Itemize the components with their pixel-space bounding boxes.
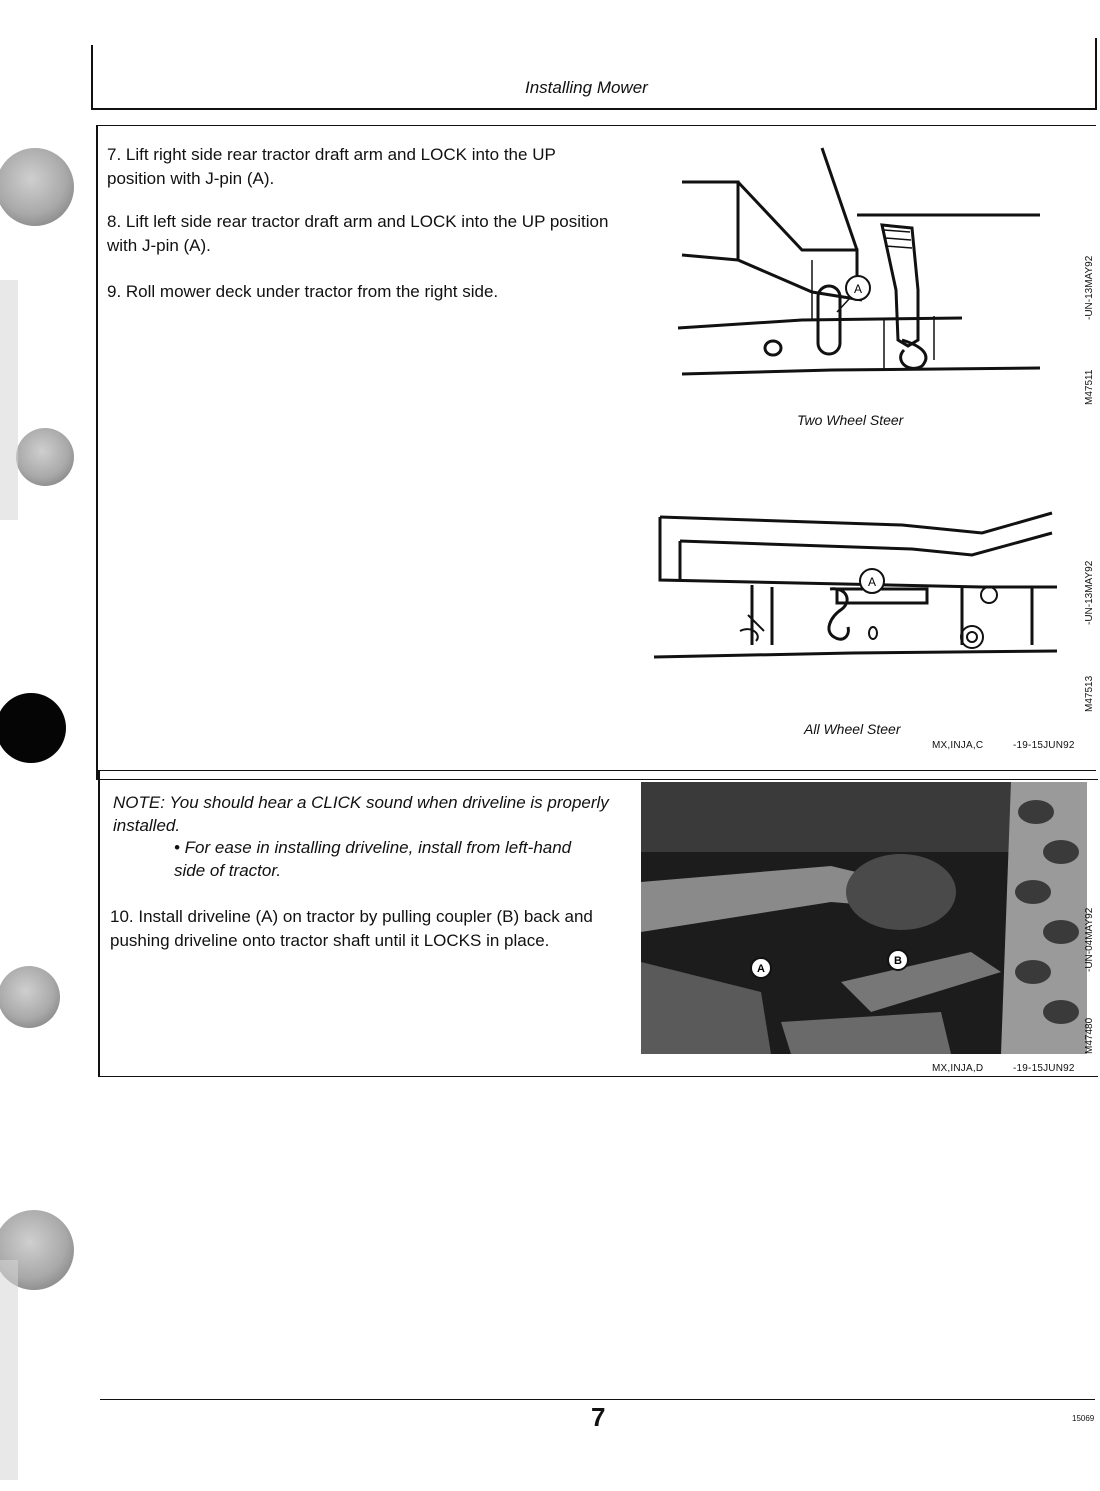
scan-edge-artifact — [0, 280, 18, 520]
figure-1-callout-a: A — [853, 282, 863, 296]
figure-1-caption: Two Wheel Steer — [797, 412, 904, 428]
page-code: 15069 — [1072, 1414, 1095, 1423]
binder-hole — [0, 693, 66, 763]
all-wheel-steer-figure — [652, 505, 1057, 665]
section-1-ref-date: -19-15JUN92 — [1013, 740, 1075, 751]
step-9: 9. Roll mower deck under tractor from the right side. — [107, 282, 499, 301]
step-7: 7. Lift right side rear tractor draft arm and LOCK into the UP position with J-pin (A). — [107, 145, 556, 188]
figure-2-callout-a: A — [867, 575, 877, 589]
figure-2-caption: All Wheel Steer — [804, 721, 901, 737]
driveline-photo — [641, 782, 1087, 1054]
photo-code: M47480 — [1084, 1017, 1095, 1054]
binder-hole — [16, 428, 74, 486]
figure-2-code: M47513 — [1084, 675, 1095, 712]
section-2-ref-id: MX,INJA,D — [932, 1063, 984, 1074]
step-8: 8. Lift left side rear tractor draft arm and LOCK into the UP position with J-pin (A). — [107, 212, 609, 255]
two-wheel-steer-figure — [672, 140, 1042, 385]
figure-1-code: M47511 — [1084, 369, 1095, 405]
header-right-rule — [1095, 38, 1097, 110]
binder-hole — [0, 148, 74, 226]
header-rule — [91, 108, 1097, 110]
section-1-top-rule — [96, 125, 1096, 126]
figure-1-date: -UN-13MAY92 — [1084, 255, 1095, 320]
photo-callout-a: A — [757, 963, 765, 975]
figure-2-date: -UN-13MAY92 — [1084, 560, 1095, 625]
section-2-ref-date: -19-15JUN92 — [1013, 1063, 1075, 1074]
binder-hole — [0, 966, 60, 1028]
note-text: You should hear a CLICK sound when driveline is properly installed. — [113, 793, 609, 835]
scan-edge-artifact — [0, 1260, 18, 1480]
note-bullet: • For ease in installing driveline, install from left-hand side of tractor. — [174, 838, 572, 880]
footer-rule — [100, 1399, 1095, 1400]
driveline-photo-art — [641, 782, 1087, 1054]
photo-callout-b: B — [894, 955, 902, 967]
note-label: NOTE: — [113, 793, 165, 812]
header-left-rule — [91, 45, 93, 109]
page-header-title: Installing Mower — [525, 78, 648, 97]
section-2-top-rule — [98, 770, 1096, 771]
step-10: 10. Install driveline (A) on tractor by pulling coupler (B) back and pushing driveline onto tractor shaft until it LOCKS in place. — [110, 907, 593, 950]
page-number: 7 — [591, 1402, 606, 1432]
section-1-ref-id: MX,INJA,C — [932, 740, 984, 751]
photo-date: -UN-04MAY92 — [1084, 907, 1095, 972]
note-block — [113, 791, 623, 837]
